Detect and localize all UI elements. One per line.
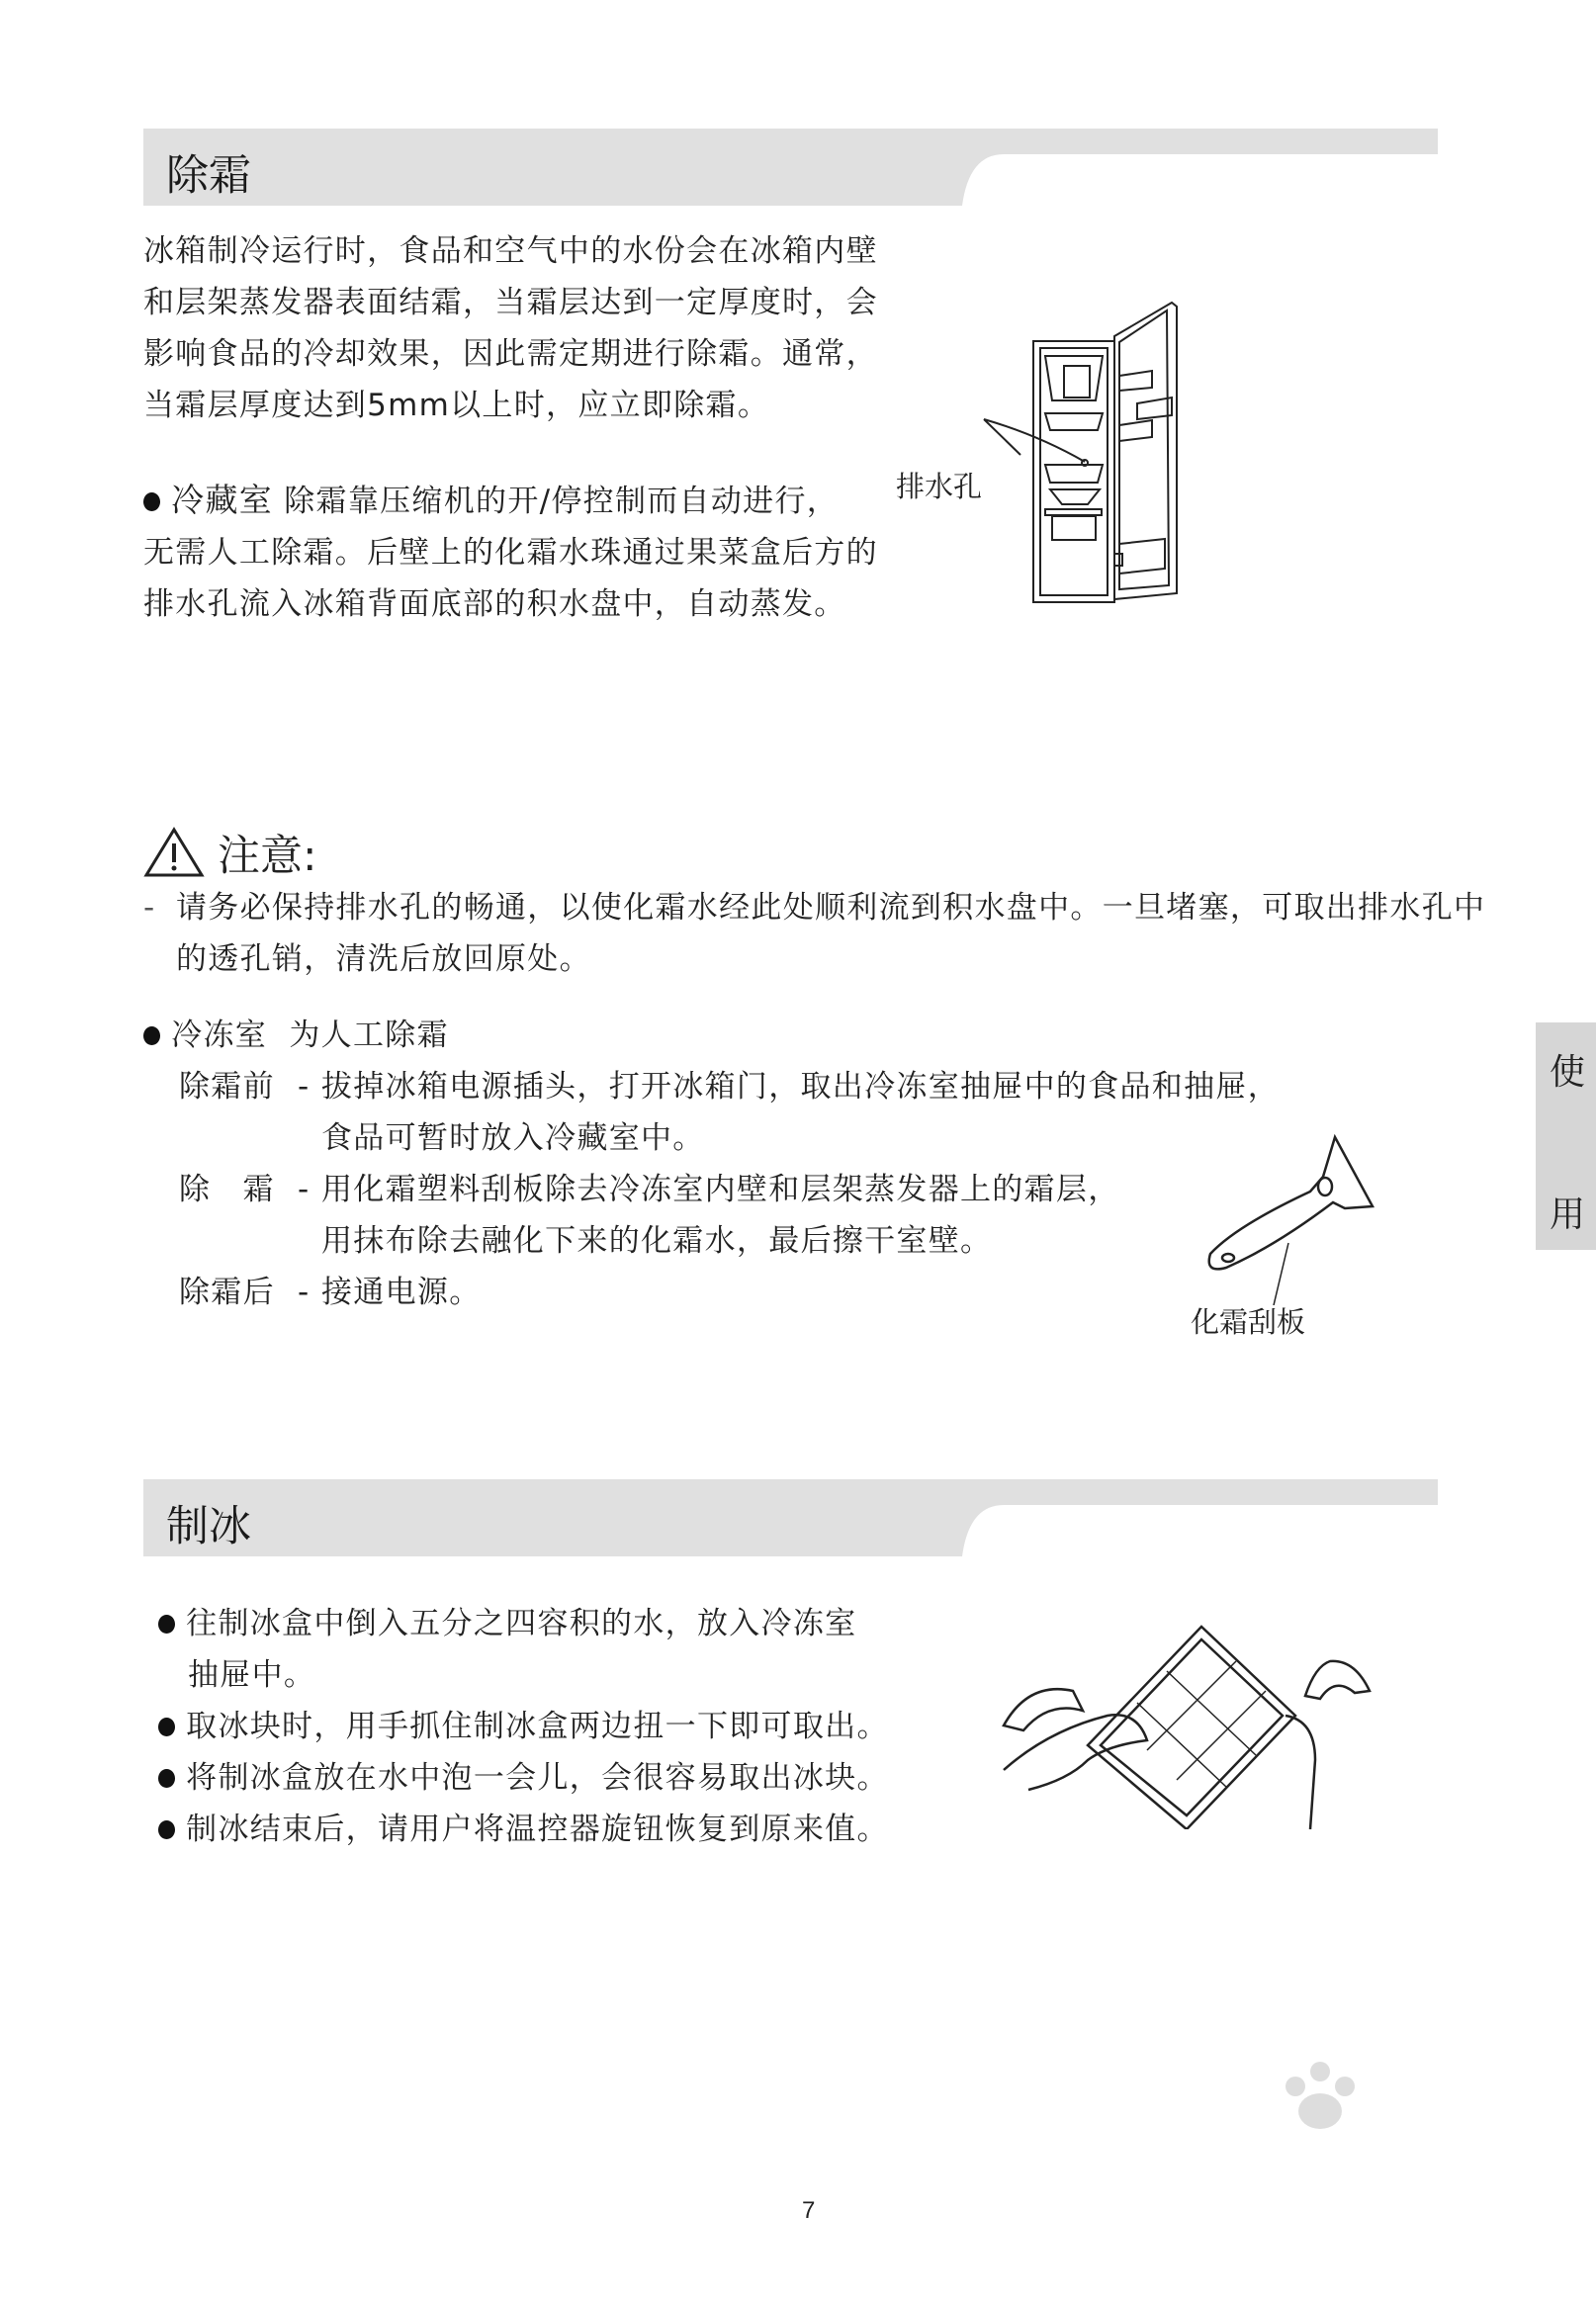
text-line: 当霜层厚度达到5mm以上时，应立即除霜。 [143, 388, 770, 423]
freezer-heading [143, 1010, 449, 1061]
side-tab-usage [1536, 1022, 1596, 1250]
text-line: 往制冰盒中倒入五分之四容积的水，放入冷冻室 [186, 1606, 857, 1641]
drain-hole-label: 排水孔 [896, 470, 983, 503]
defrost-intro [143, 225, 878, 431]
compartment-desc: 为人工除霜 [289, 1017, 449, 1053]
text-line: 食品可暂时放入冷藏室中。 [321, 1120, 705, 1156]
dash: - [298, 1069, 310, 1105]
warning-icon [143, 827, 205, 878]
text-line: 除霜靠压缩机的开/停控制而自动进行， [284, 484, 840, 519]
scraper-label: 化霜刮板 [1191, 1305, 1306, 1339]
bullet-icon [158, 1820, 175, 1839]
text-line: 将制冰盒放在水中泡一会儿，会很容易取出冰块。 [186, 1760, 889, 1796]
tab-char: 使 [1550, 1052, 1586, 1093]
fridge-compartment-note [143, 475, 878, 630]
compartment-label: 冷藏室 [171, 481, 274, 519]
step-name: 除霜后 [179, 1275, 275, 1310]
text-line: 用抹布除去融化下来的化霜水，最后擦干室壁。 [321, 1223, 993, 1259]
step-name: 除霜前 [179, 1069, 275, 1105]
bullet-icon [143, 492, 160, 511]
text-line: 拔掉冰箱电源插头，打开冰箱门，取出冷冻室抽屉中的食品和抽屉， [321, 1069, 1280, 1105]
caution-text [143, 882, 1485, 985]
header-band [143, 1479, 1438, 1556]
text-line: 无需人工除霜。后壁上的化霜水珠通过果菜盒后方的 [143, 535, 878, 571]
text-line: 请务必保持排水孔的畅通，以使化霜水经此处顺利流到积水盘中。一旦堵塞，可取出排水孔中 [176, 890, 1486, 926]
freezer-steps [179, 1061, 1280, 1318]
text-line: 影响食品的冷却效果，因此需定期进行除霜。通常， [143, 336, 878, 372]
text-line: 制冰结束后，请用户将温控器旋钮恢复到原来值。 [186, 1812, 889, 1847]
dash: - [298, 1275, 310, 1310]
baidu-watermark [1137, 2057, 1503, 2235]
step-name: 除 霜 [179, 1172, 275, 1207]
dash: - [143, 890, 156, 926]
bullet-icon [158, 1769, 175, 1788]
text-line: 用化霜塑料刮板除去冷冻室内壁和层架蒸发器上的霜层， [321, 1172, 1120, 1207]
section-title: 除霜 [166, 151, 251, 201]
ice-tray-illustration [989, 1622, 1394, 1829]
dash: - [298, 1172, 310, 1207]
bullet-icon [158, 1615, 175, 1634]
text-line: 取冰块时，用手抓住制冰盒两边扭一下即可取出。 [186, 1709, 889, 1744]
text-line: 接通电源。 [321, 1275, 482, 1310]
ice-bullets [158, 1598, 889, 1855]
scraper-illustration [1197, 1117, 1384, 1305]
tab-char: 用 [1550, 1194, 1586, 1235]
page-number: 7 [802, 2197, 816, 2224]
text-line: 排水孔流入冰箱背面底部的积水盘中，自动蒸发。 [143, 586, 846, 622]
bullet-icon [143, 1026, 160, 1045]
section-header-defrost [143, 129, 1438, 206]
paw-logo-icon [1266, 2057, 1384, 2136]
compartment-label: 冷冻室 [171, 1017, 268, 1053]
text-line: 的透孔销，清洗后放回原处。 [176, 941, 591, 977]
fridge-illustration [979, 297, 1434, 613]
caution-title: 注意: [218, 832, 317, 881]
section-title: 制冰 [166, 1502, 251, 1551]
header-band [143, 129, 1438, 206]
bullet-icon [158, 1718, 175, 1736]
section-header-ice [143, 1479, 1438, 1556]
text-line: 抽屉中。 [188, 1657, 316, 1693]
text-line: 冰箱制冷运行时，食品和空气中的水份会在冰箱内壁 [143, 233, 878, 269]
text-line: 和层架蒸发器表面结霜，当霜层达到一定厚度时，会 [143, 285, 878, 320]
